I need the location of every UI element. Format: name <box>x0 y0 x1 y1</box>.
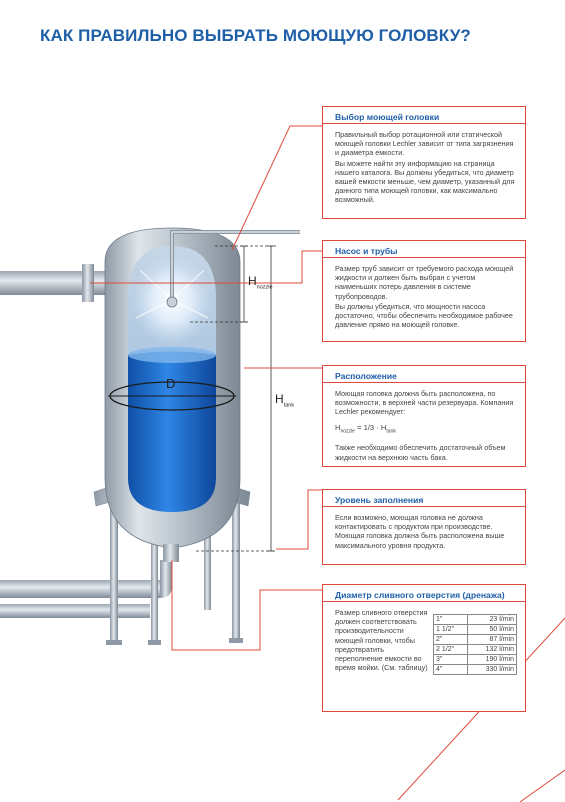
drain-outlet <box>163 544 179 562</box>
table-row: 2 1/2" 132 l/min <box>434 645 517 655</box>
drain-text: Размер сливного отверстия должен соответствовать производительности моющей головки, чтобы предотвратить переполнение емкости во время мойки. (См. таблицу) <box>335 608 428 673</box>
table-row: 1 1/2" 50 l/min <box>434 625 517 635</box>
selection-box <box>322 106 526 219</box>
table-row: 2" 87 l/min <box>434 635 517 645</box>
table-row: 4" 330 l/min <box>434 665 517 675</box>
leader-fill <box>276 490 322 549</box>
pump-box <box>322 240 526 342</box>
leader-drain <box>172 560 322 650</box>
h-nozzle-label: $H_{nozzle}$ <box>248 274 273 291</box>
drain-heading: Диаметр сливного отверстия (дренажа) <box>323 585 525 602</box>
fill-heading: Уровень заполнения <box>323 490 525 507</box>
position-box <box>322 365 526 467</box>
h-tank-label: $H_{tank}$ <box>275 392 295 409</box>
selection-text-2: Вы можете найти эту информацию на страница нашего каталога. Вы должны убедиться, что диаметр вашей емкости меньше, чем диаметр, указанный для данного типа моющей головки, как максимально возможный. <box>335 158 515 205</box>
outlet-pipe <box>0 580 160 598</box>
decor-line <box>520 770 565 802</box>
pump-text-2: Вы должны убедиться, что мощности насоса достаточно, чтобы обеспечить необходимое рабочее давление прямо на моющей головке. <box>335 301 513 330</box>
fill-box <box>322 489 526 565</box>
table-row: 1" 23 l/min <box>434 615 517 625</box>
position-text: Моющая головка должна быть расположена, по возможности, в верхней части резервуара. Компания Lechler рекомендует: <box>335 389 514 417</box>
position-heading: Расположение <box>323 366 525 383</box>
position-formula: $H_{nozzle} = 1/3 \cdot H_{tank}$ <box>335 422 396 435</box>
selection-text: Правильный выбор ротационной или статической моющей головки Lechler зависит от типа загрязнения и диаметра емкости. <box>335 130 514 158</box>
page-title: КАК ПРАВИЛЬНО ВЫБРАТЬ МОЮЩУЮ ГОЛОВКУ? <box>40 26 471 45</box>
diameter-label: D <box>166 376 176 391</box>
pump-heading: Насос и трубы <box>323 241 525 258</box>
pump-text: Размер труб зависит от требуемого расхода моющей жидкости и должен быть выбран с учетом наименьших потерь давления в системе трубопроводов. <box>335 264 514 301</box>
tank-leg <box>232 492 240 640</box>
drain-box <box>322 584 526 712</box>
drain-table <box>433 614 517 675</box>
position-text-2: Также необходимо обеспечить достаточный объем жидкости на верхнюю часть бака. <box>335 443 506 462</box>
fill-text: Если возможно, моющая головка не должна контактировать с продуктом при производстве. Моющая головка должна быть расположена выше максимального уровня продукта. <box>335 513 505 550</box>
selection-heading: Выбор моющей головки <box>323 107 525 124</box>
table-row: 3" 190 l/min <box>434 655 517 665</box>
cleaning-nozzle <box>167 297 177 307</box>
